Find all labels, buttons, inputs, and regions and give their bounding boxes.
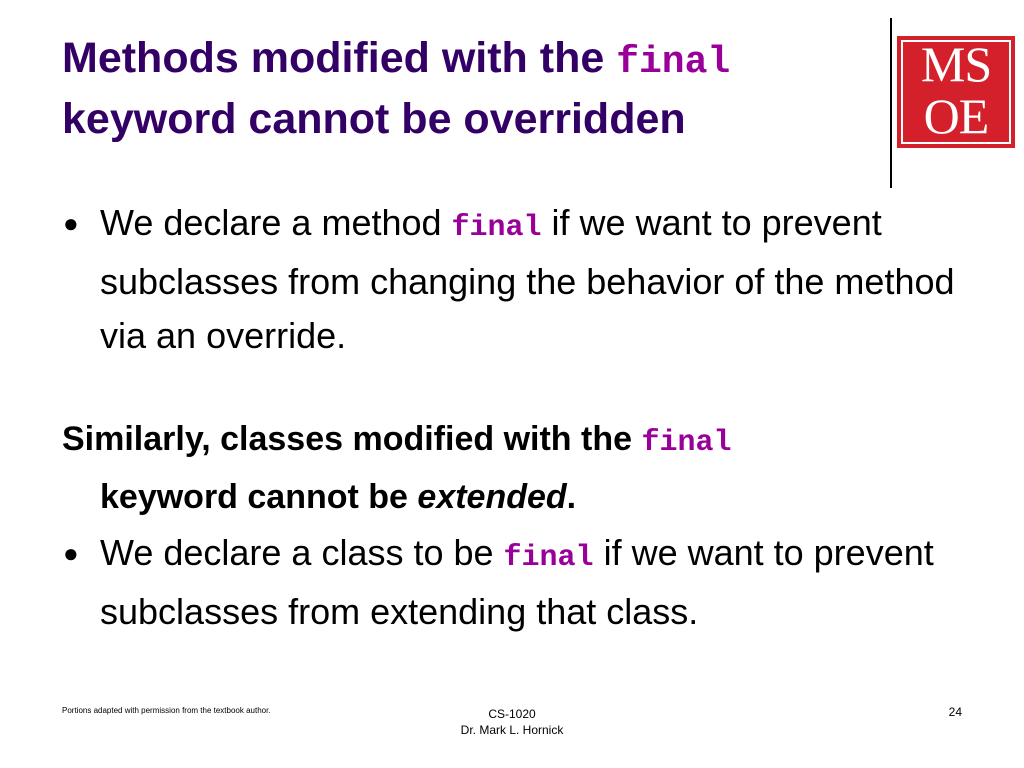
slide-title [62,30,882,147]
heading-keyword: final [641,426,732,460]
bullet-text-post: if we want to prevent subclasses from extending that class. [100,532,934,632]
title-text-post: keyword cannot be overridden [62,95,686,143]
section-heading [62,412,962,524]
footer-attribution: Portions adapted with permission from the textbook author. [62,706,271,715]
logo-line-2: OE [923,88,989,144]
footer-instructor: Dr. Mark L. Hornick [460,723,564,737]
vertical-divider [890,18,892,188]
footer-course: CS-1020 [488,707,536,721]
heading-text-pre: Similarly, classes modified with the [62,420,642,458]
bullet-marker: ● [63,208,79,238]
heading-line2-pre: keyword cannot be [100,478,418,516]
bullet-item [63,526,980,639]
bullet-keyword: final [503,541,594,575]
title-text-pre: Methods modified with the [62,34,617,82]
bullet-text-pre: We declare a method [100,202,452,243]
logo-border [901,40,1011,144]
heading-line-2 [62,470,962,524]
bullet-keyword: final [451,211,542,245]
logo-line-1: MS [920,36,992,92]
bullet-marker: ● [63,538,79,568]
bullet-text-post: if we want to prevent subclasses from changing the behavior of the method via an override. [100,202,955,356]
title-keyword: final [616,41,731,84]
bullet-text-pre: We declare a class to be [100,532,504,573]
heading-line2-post: . [566,478,577,516]
page-number: 24 [948,705,962,719]
msoe-logo [897,36,1015,148]
bullet-item [63,196,980,363]
footer-course-info [430,706,594,738]
heading-emphasis: extended [417,478,567,516]
